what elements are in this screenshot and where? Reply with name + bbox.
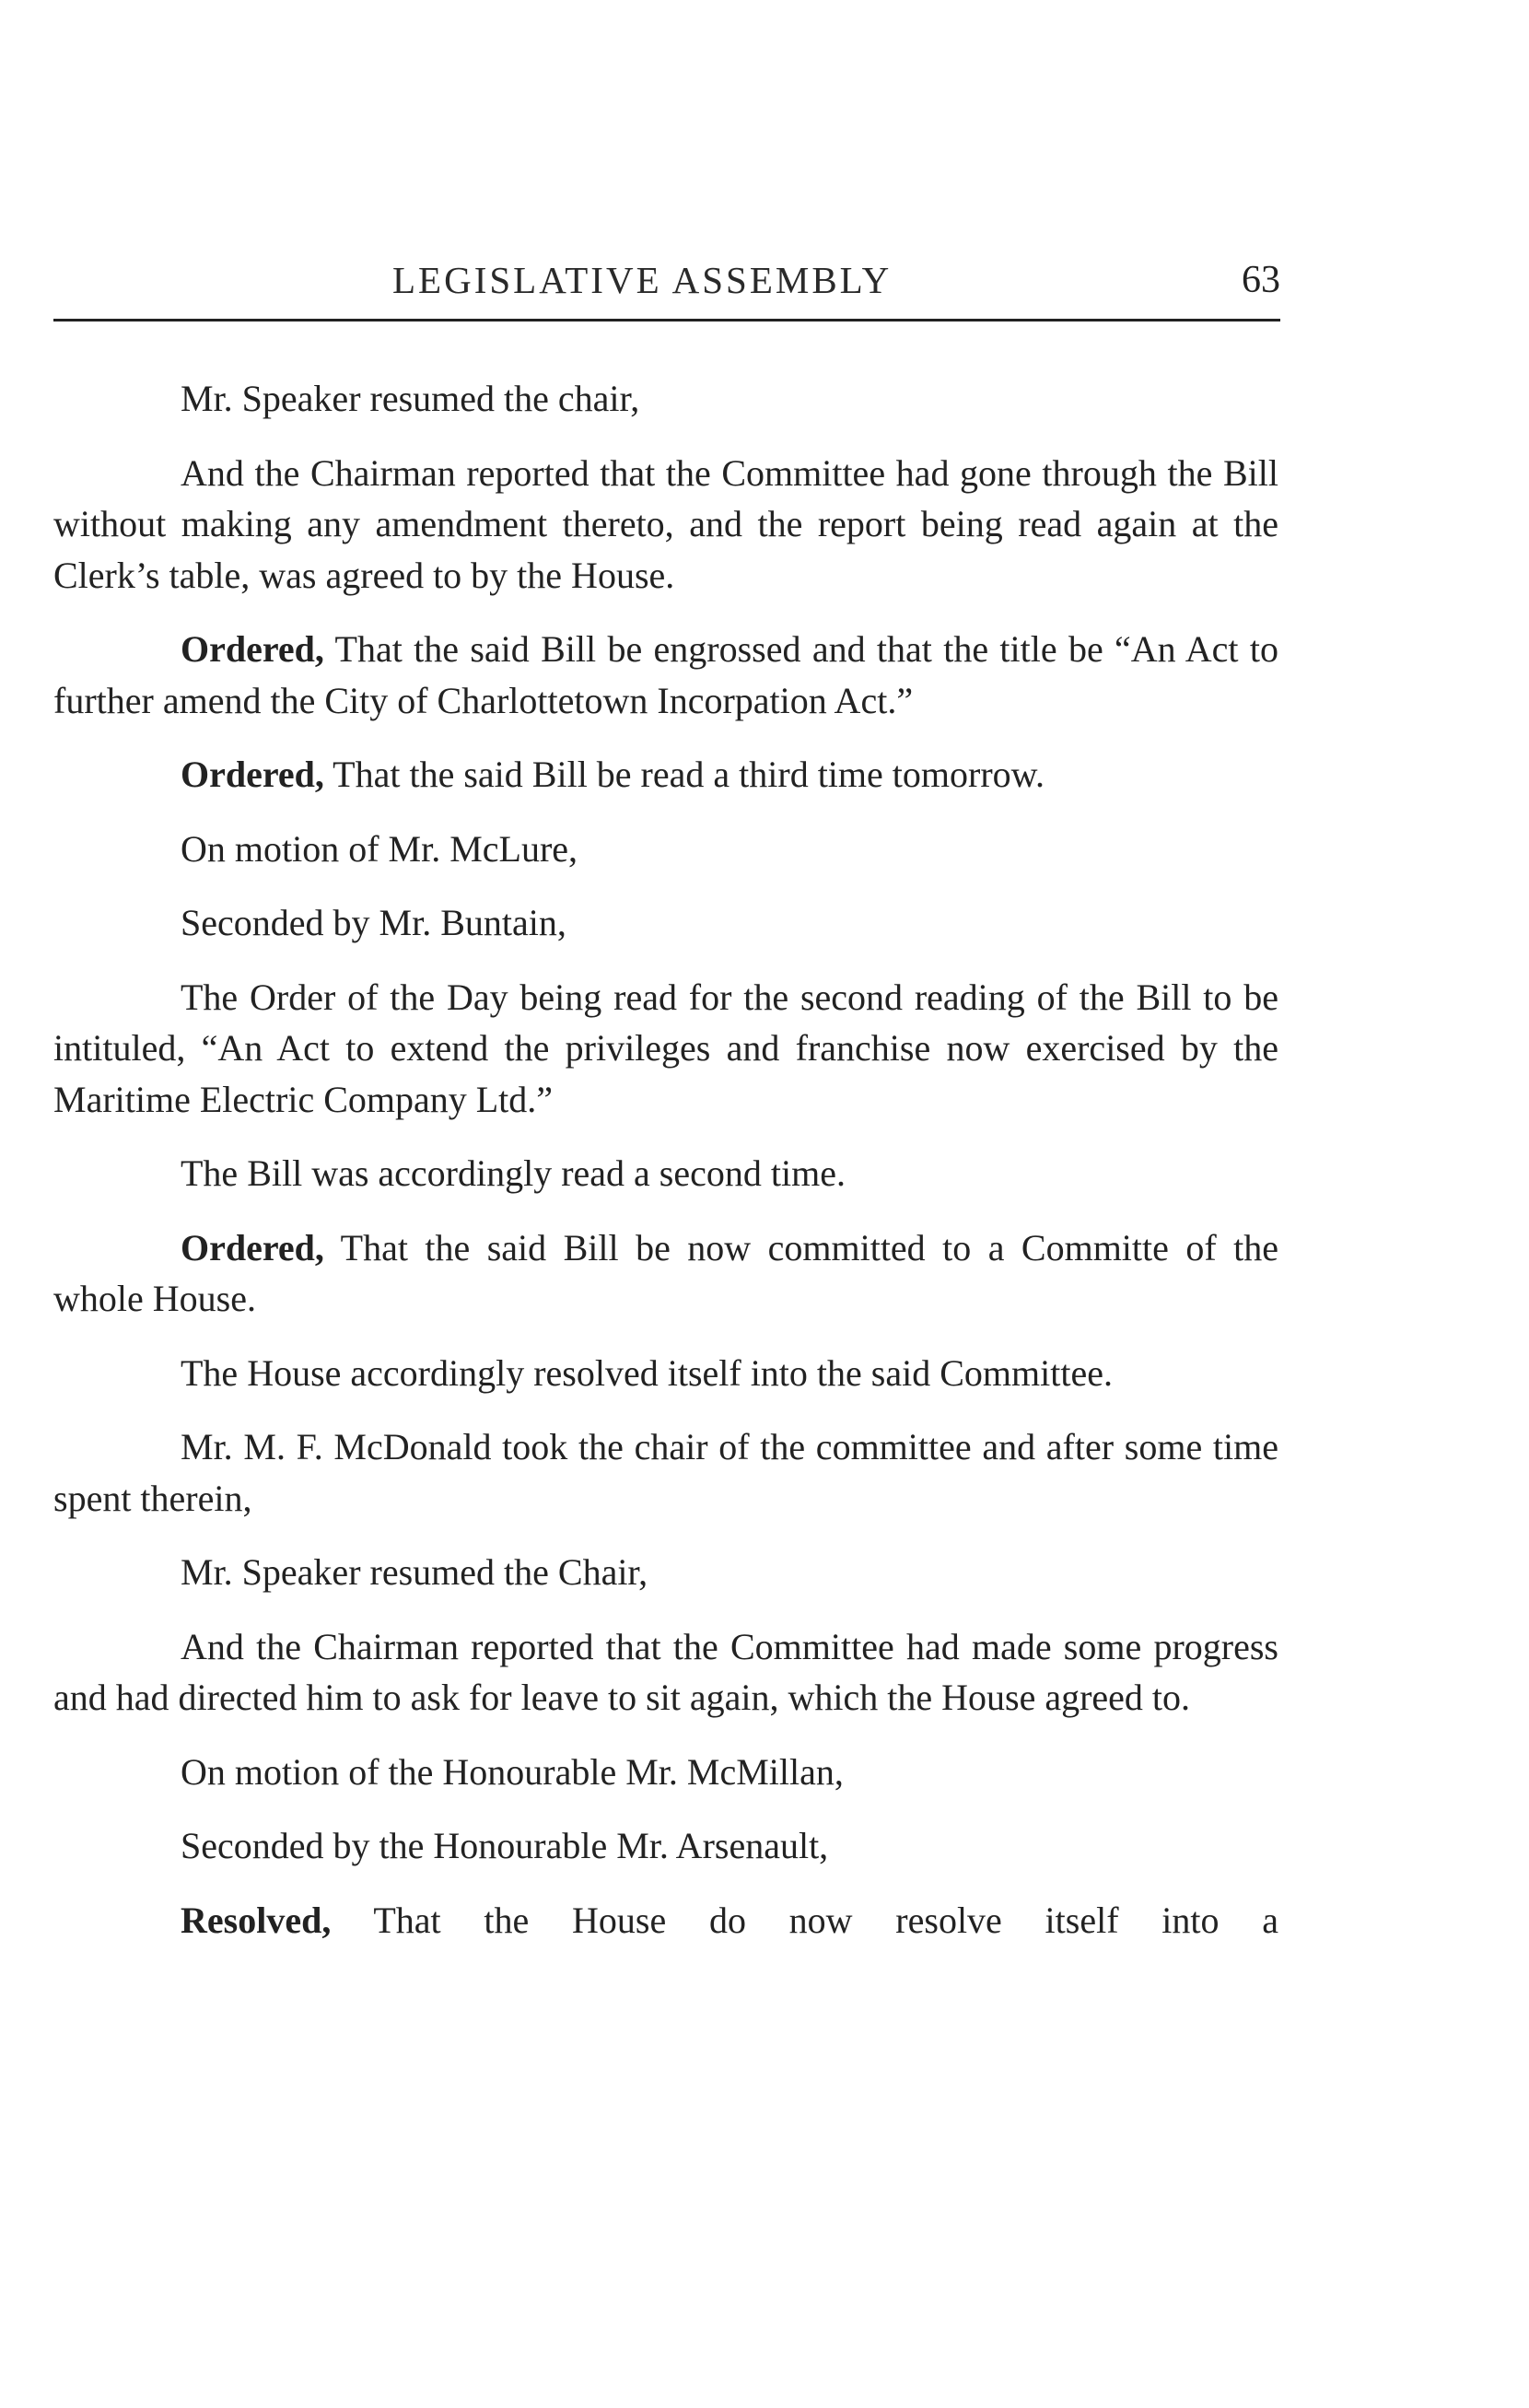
running-header	[53, 258, 1280, 313]
ordered-label: Ordered,	[181, 628, 324, 670]
paragraph-motion-mclure: On motion of Mr. McLure,	[181, 827, 578, 870]
paragraph-order-of-day: The Order of the Day being read for the second reading of the Bill to be intituled, “An Act to extend the privileges and franchise now exercised by the Maritime Electric Company Ltd.”	[53, 976, 1278, 1120]
header-rule	[53, 319, 1280, 321]
paragraph-ordered-third-reading: Ordered, That the said Bill be read a third time tomorrow.	[181, 754, 1045, 795]
paragraph-mcdonald-chair: Mr. M. F. McDonald took the chair of the committee and after some time spent therein,	[53, 1426, 1278, 1519]
paragraph-speaker-resumed-chair: Mr. Speaker resumed the Chair,	[181, 1551, 648, 1593]
paragraph-ordered-committed: Ordered, That the said Bill be now committed to a Committe of the whole House.	[53, 1226, 1278, 1319]
paragraph-speaker-resumed: Mr. Speaker resumed the chair,	[181, 378, 640, 419]
paragraph-ordered-engrossed: Ordered, That the said Bill be engrossed and that the title be “An Act to further amend the City of Charlottetown Incorpation Act.”	[53, 628, 1278, 721]
ordered-label: Ordered,	[181, 1226, 324, 1268]
paragraph-motion-mcmillan: On motion of the Honourable Mr. McMillan,	[181, 1750, 844, 1793]
paragraph-house-resolved: The House accordingly resolved itself into the said Committee.	[181, 1351, 1113, 1394]
paragraph-resolved: Resolved, That the House do now resolve itself into a	[181, 1899, 1278, 1941]
body-text	[53, 373, 1278, 1969]
paragraph-chairman-report: And the Chairman reported that the Committee had gone through the Bill without making any amendment thereto, and the report being read again at the Clerk’s table, was agreed to by the House.	[53, 451, 1278, 596]
paragraph-seconded-arsenault: Seconded by the Honourable Mr. Arsenault,	[181, 1825, 829, 1866]
ordered-label: Ordered,	[181, 754, 324, 795]
paragraph-chairman-progress: And the Chairman reported that the Committee had made some progress and had directed him to ask for leave to sit again, which the House agreed to.	[53, 1625, 1278, 1718]
paragraph-seconded-buntain: Seconded by Mr. Buntain,	[181, 902, 566, 943]
resolved-label: Resolved,	[181, 1899, 332, 1941]
page-number: 63	[1242, 259, 1280, 301]
running-title: LEGISLATIVE ASSEMBLY	[392, 259, 893, 301]
paragraph-second-time: The Bill was accordingly read a second time.	[181, 1152, 846, 1194]
